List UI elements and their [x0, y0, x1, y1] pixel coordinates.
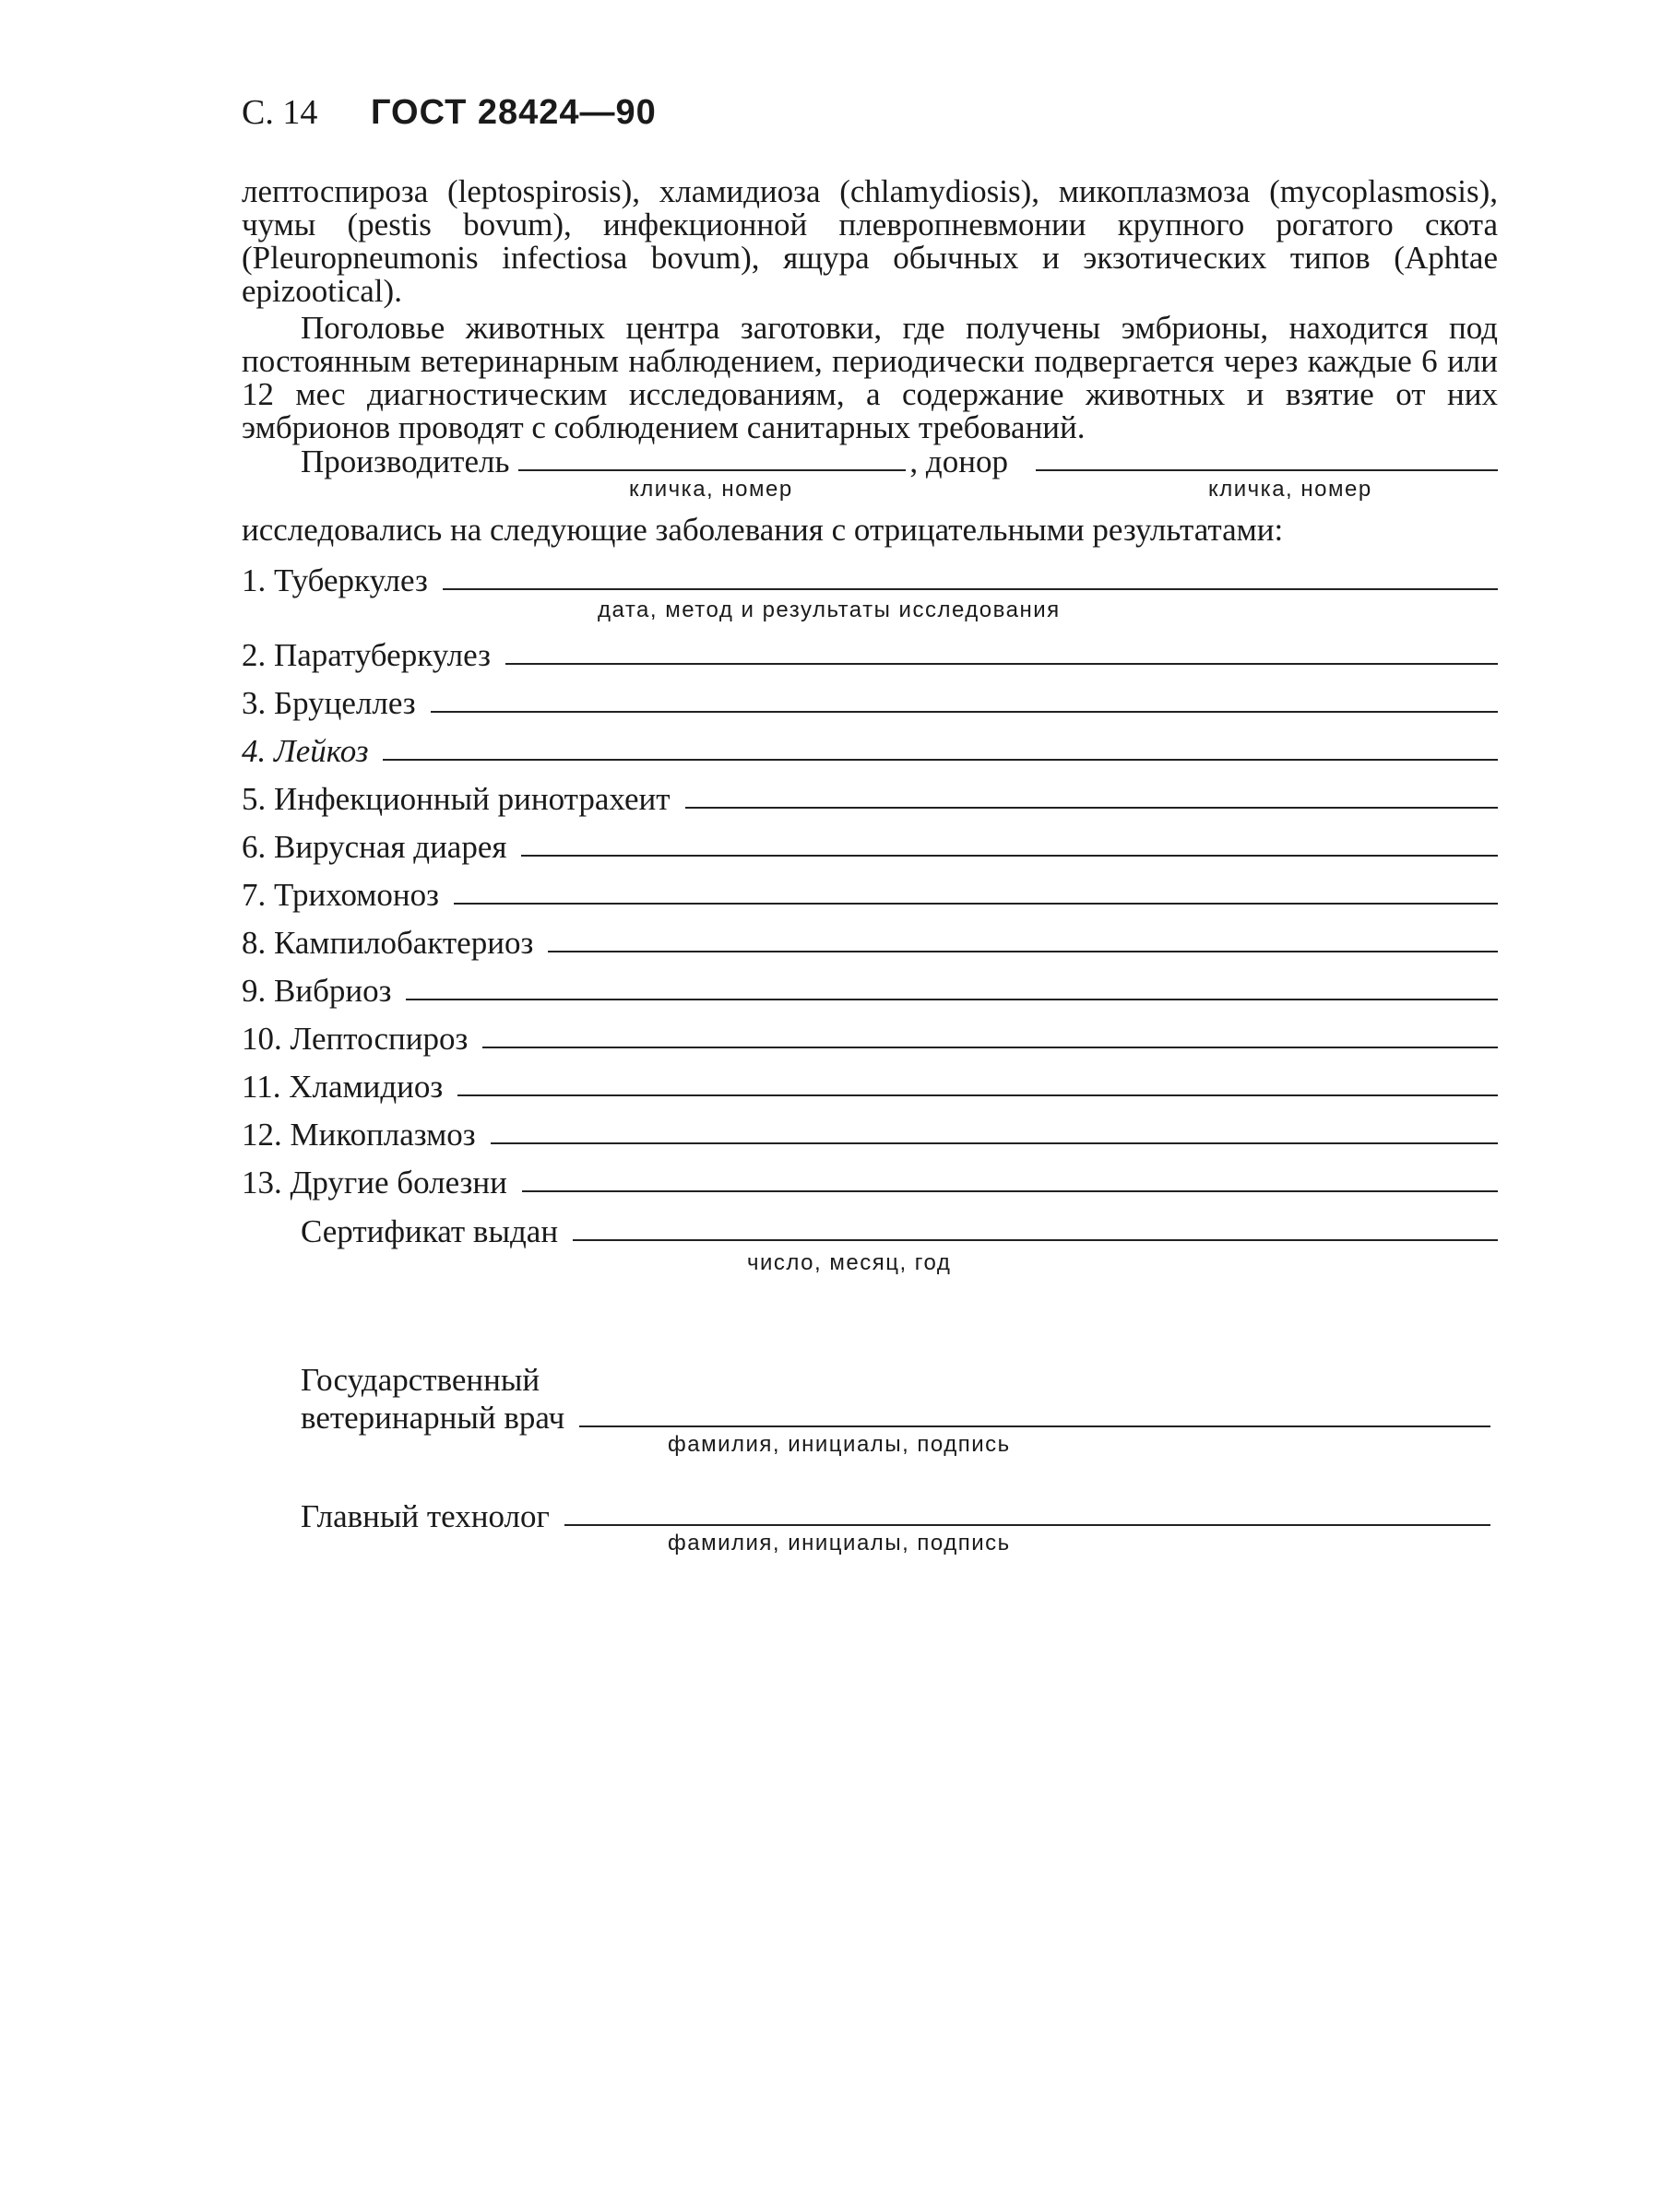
producer-label: Производитель: [301, 444, 510, 479]
technologist-signature-field[interactable]: [564, 1523, 1490, 1526]
disease-field[interactable]: [505, 662, 1498, 665]
disease-field[interactable]: [406, 998, 1498, 1000]
disease-row: [242, 1013, 1498, 1058]
producer-field[interactable]: [518, 468, 906, 471]
disease-row: [242, 1061, 1498, 1106]
disease-row: [242, 726, 1498, 770]
disease-row: [242, 1157, 1498, 1201]
disease-row: [242, 869, 1498, 914]
disease-field[interactable]: [457, 1094, 1498, 1096]
disease-field[interactable]: [521, 854, 1498, 857]
standard-title: ГОСТ 28424—90: [371, 93, 657, 132]
technologist-label: Главный технолог: [301, 1498, 550, 1534]
certificate-label: Сертификат выдан: [301, 1213, 559, 1249]
vet-title-line1: Государственный: [301, 1362, 540, 1398]
paragraph-diseases-list: лептоспироза (leptospirosis), хламидиоза (chlamydiosis), микоплазмоза (mycoplasmosis), чумы (pestis bovum), инфекционной плевропневмонии крупного рогатого скота (Pleuropneumonis infectiosa bovum), ящура обычных и экзотических типов (Aphtae epizootical).: [242, 173, 1498, 309]
disease-label: 6. Вирусная диарея: [242, 829, 507, 865]
disease-label: 5. Инфекционный ринотрахеит: [242, 781, 671, 817]
disease-label: 1. Туберкулез: [242, 562, 428, 598]
disease-field[interactable]: [482, 1046, 1498, 1048]
disease-label: 10. Лептоспироз: [242, 1021, 469, 1057]
disease-field[interactable]: [522, 1189, 1498, 1192]
producer-caption: кличка, номер: [629, 477, 793, 502]
disease-label: 12. Микоплазмоз: [242, 1117, 476, 1153]
disease-row: [242, 822, 1498, 866]
disease-field[interactable]: [685, 806, 1498, 809]
certificate-caption: число, месяц, год: [747, 1250, 952, 1275]
disease-row: [242, 630, 1498, 674]
disease-label: 11. Хламидиоз: [242, 1069, 444, 1105]
disease-field[interactable]: [383, 758, 1498, 761]
disease-field[interactable]: [431, 710, 1498, 713]
technologist-row: [301, 1491, 1490, 1535]
certificate-row: [301, 1206, 1498, 1250]
disease-row: [242, 917, 1498, 962]
paragraph-herd-supervision: Поголовье животных центра заготовки, где получены эмбрионы, находится под постоянным ветеринарным наблюдением, периодически подвергается через каждые 6 или 12 мес диагностическим исследованиям, а содержание животных и взятие от них эмбрионов проводят с соблюдением санитарных требований.: [242, 310, 1498, 445]
disease-row: [242, 555, 1498, 599]
vet-title-line2: ветеринарный врач: [301, 1400, 565, 1436]
disease-label: 9. Вибриоз: [242, 973, 392, 1009]
disease-label: 3. Бруцеллез: [242, 685, 416, 721]
disease-row: [242, 678, 1498, 722]
donor-field[interactable]: [1036, 468, 1498, 471]
disease-field[interactable]: [443, 587, 1498, 590]
disease-row: [242, 1109, 1498, 1153]
disease-label: 8. Кампилобактериоз: [242, 925, 534, 961]
disease-field[interactable]: [548, 950, 1498, 952]
donor-caption: кличка, номер: [1208, 477, 1372, 502]
disease-field[interactable]: [491, 1141, 1498, 1144]
intro-text: исследовались на следующие заболевания с отрицательными результатами:: [242, 512, 1284, 548]
disease-label: 13. Другие болезни: [242, 1165, 507, 1201]
technologist-caption: фамилия, инициалы, подпись: [668, 1531, 1011, 1555]
disease-label: 4. Лейкоз: [242, 733, 369, 769]
producer-donor-row: [301, 436, 1498, 480]
vet-caption: фамилия, инициалы, подпись: [668, 1432, 1011, 1457]
page-number: С. 14: [242, 93, 318, 132]
disease-label: 7. Трихомоноз: [242, 877, 439, 913]
certificate-date-field[interactable]: [573, 1238, 1498, 1241]
disease-row: [242, 965, 1498, 1010]
disease-row: [242, 774, 1498, 818]
donor-label: , донор: [909, 444, 1008, 479]
disease-field[interactable]: [454, 902, 1498, 905]
disease-label: 2. Паратуберкулез: [242, 637, 491, 673]
vet-signature-row: [301, 1392, 1490, 1437]
page-header: [242, 92, 657, 133]
vet-signature-field[interactable]: [579, 1425, 1490, 1427]
disease-caption: дата, метод и результаты исследования: [598, 597, 1061, 622]
